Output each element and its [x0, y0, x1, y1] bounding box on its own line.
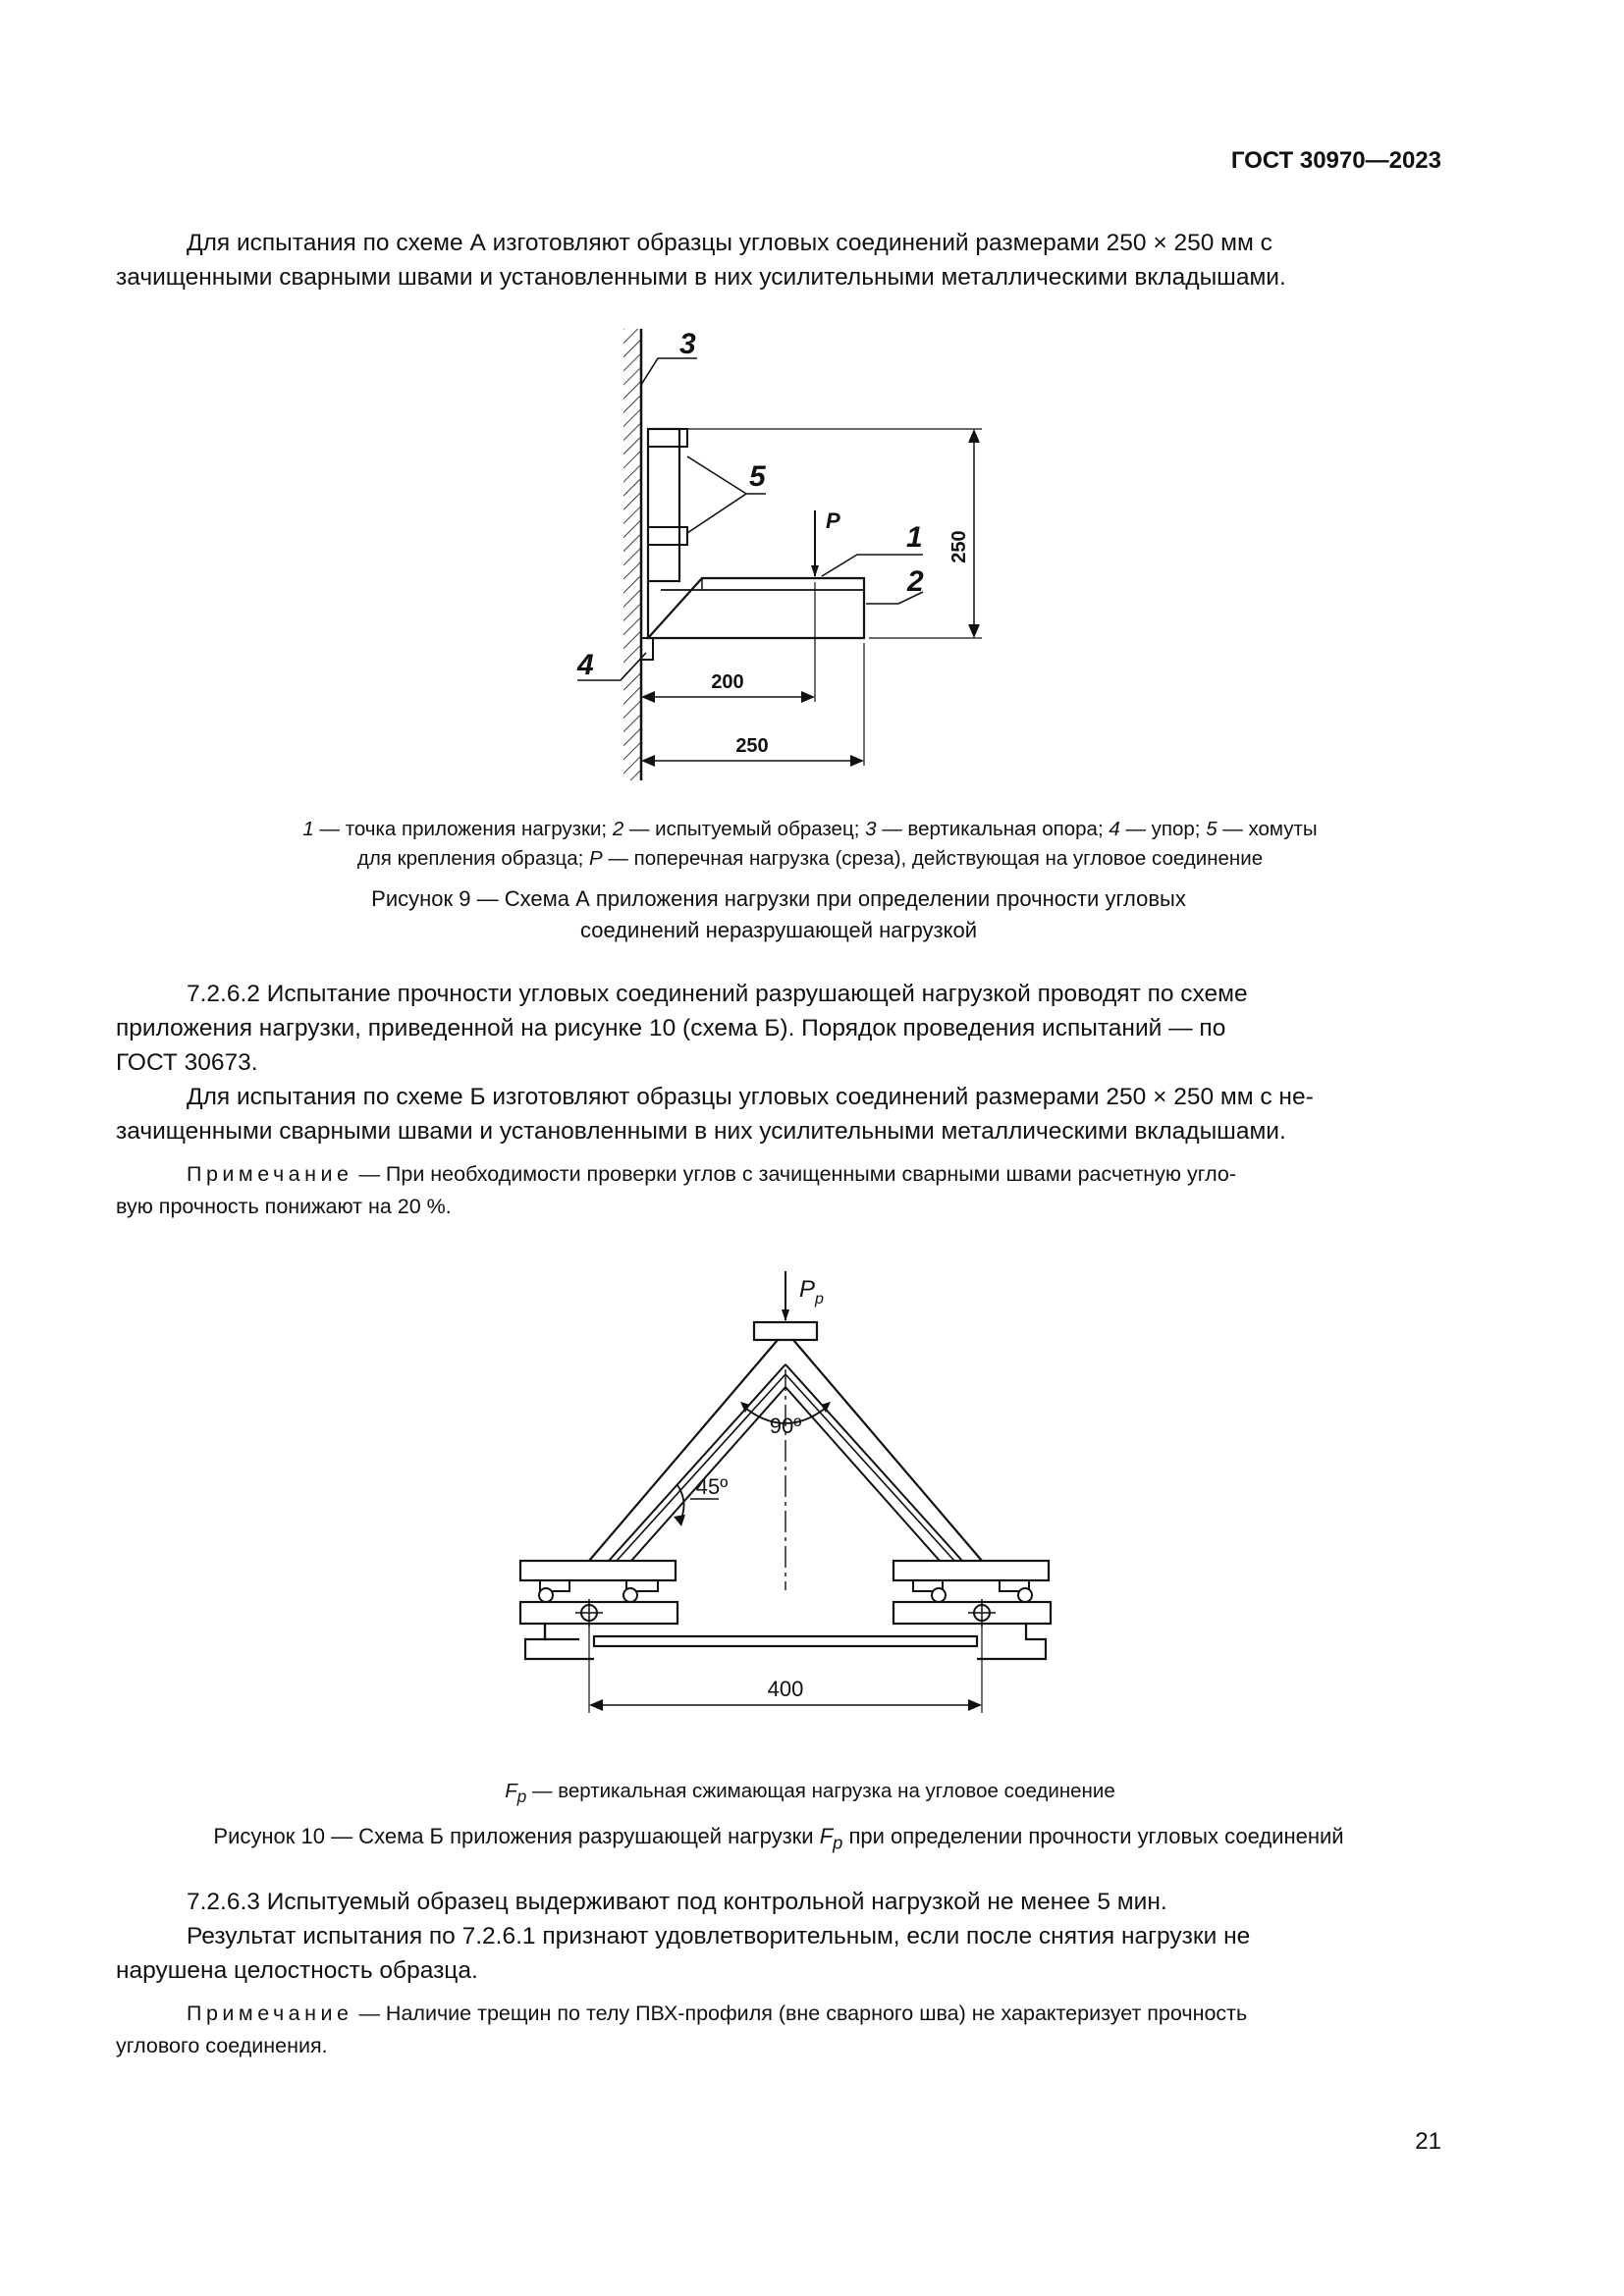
legend-text: — вертикальная сжимающая нагрузка на угловое соединение — [526, 1780, 1115, 1802]
figure-9-legend — [196, 815, 1424, 874]
figure-10-caption — [116, 1821, 1441, 1858]
callout-3: 3 — [679, 328, 696, 360]
callout-1: 1 — [906, 521, 923, 554]
text-line: Для испытания по схеме Б изготовляют образцы угловых соединений размерами 250 × 250 мм с не- — [187, 1084, 1314, 1110]
callout-4: 4 — [577, 649, 594, 681]
figure-9-caption — [116, 883, 1441, 946]
legend-num: 5 — [1206, 818, 1218, 840]
legend-text: — хомуты — [1217, 818, 1318, 840]
text-line: 7.2.6.3 Испытуемый образец выдерживают под контрольной нагрузкой не менее 5 мин. — [187, 1889, 1167, 1915]
load-label: $P_p$ — [799, 1276, 824, 1308]
right-support — [893, 1561, 1051, 1627]
test-specimen — [648, 578, 864, 638]
paragraph-7-2-6-2 — [116, 977, 1441, 1080]
legend-num: 2 — [612, 818, 624, 840]
text-line: нарушена целостность образца. — [116, 1957, 478, 1984]
base-right — [977, 1624, 1046, 1659]
note-1 — [116, 1158, 1441, 1223]
caption-line: Рисунок 9 — Схема А приложения нагрузки при определении прочности угловых — [371, 886, 1186, 911]
note-text: углового соединения. — [116, 2034, 328, 2057]
legend-text: для крепления образца; — [356, 847, 590, 870]
dimension-200: 200 — [711, 671, 744, 693]
dimension-250-vertical: 250 — [948, 530, 970, 563]
load-label: P — [826, 508, 840, 533]
angle-90: 90º — [769, 1414, 802, 1438]
caption-subscript: p — [833, 1832, 843, 1853]
left-profile-outer — [589, 1340, 778, 1561]
wall-hatching — [623, 329, 641, 780]
text-line: зачищенными сварными швами и установленными в них усилительными металлическими вкладышами. — [116, 264, 1286, 291]
paragraph-scheme-b — [116, 1080, 1441, 1148]
callout-5: 5 — [749, 460, 766, 493]
legend-text: — упор; — [1119, 818, 1207, 840]
legend-text: — испытуемый образец; — [623, 818, 866, 840]
note-label: Примечание — [187, 2002, 353, 2025]
note-text: вую прочность понижают на 20 %. — [116, 1195, 452, 1218]
text-line: зачищенными сварными швами и установленными в них усилительными металлическими вкладышами. — [116, 1118, 1286, 1145]
legend-num: 1 — [302, 818, 314, 840]
caption-line: соединений неразрушающей нагрузкой — [579, 918, 978, 942]
text-line: ГОСТ 30673. — [116, 1049, 258, 1076]
document-id: ГОСТ 30970—2023 — [1230, 147, 1441, 174]
legend-text: — поперечная нагрузка (среза), действующая на угловое соединение — [602, 847, 1264, 870]
legend-symbol: P — [589, 847, 603, 870]
paragraph-scheme-a — [116, 226, 1441, 294]
caption-text: при определении прочности угловых соединений — [842, 1824, 1344, 1848]
text-line: приложения нагрузки, приведенной на рисунке 10 (схема Б). Порядок проведения испытаний — по — [116, 1015, 1226, 1041]
vertical-profile — [648, 429, 679, 581]
legend-num: 4 — [1109, 818, 1120, 840]
callout-2: 2 — [907, 565, 924, 598]
dimension-250-horizontal: 250 — [735, 735, 769, 757]
note-label: Примечание — [187, 1162, 353, 1186]
note-text: — При необходимости проверки углов с зачищенными сварными швами расчетную угло- — [358, 1162, 1237, 1186]
base-left — [525, 1624, 594, 1659]
clamp-bottom — [648, 527, 687, 545]
right-profile-outer — [793, 1340, 982, 1561]
base-beam — [594, 1636, 977, 1646]
page-number: 21 — [1415, 2128, 1441, 2155]
note-2 — [116, 1998, 1441, 2062]
figure-9-diagram — [550, 319, 1041, 790]
legend-text: — точка приложения нагрузки; — [313, 818, 613, 840]
figure-10-diagram — [501, 1261, 1090, 1733]
paragraph-7-2-6-3 — [116, 1885, 1441, 1988]
clamp-top — [648, 429, 687, 447]
caption-text: Рисунок 10 — Схема Б приложения разрушающей нагрузки — [213, 1824, 820, 1848]
angle-45: 45º — [695, 1474, 729, 1499]
figure-10-legend — [196, 1777, 1424, 1812]
caption-symbol: F — [819, 1824, 834, 1848]
note-text: — Наличие трещин по телу ПВХ-профиля (вне сварного шва) не характеризует прочность — [358, 2002, 1248, 2025]
text-line: Для испытания по схеме А изготовляют образцы угловых соединений размерами 250 × 250 мм с — [187, 230, 1272, 256]
text-line: 7.2.6.2 Испытание прочности угловых соединений разрушающей нагрузкой проводят по схеме — [187, 981, 1248, 1007]
dimension-400: 400 — [767, 1677, 804, 1701]
legend-text: — вертикальная опора; — [876, 818, 1110, 840]
legend-subscript: p — [516, 1788, 527, 1807]
load-block — [754, 1322, 817, 1340]
legend-symbol: F — [505, 1780, 517, 1802]
text-line: Результат испытания по 7.2.6.1 признают удовлетворительным, если после снятия нагрузки не — [187, 1923, 1251, 1949]
legend-num: 3 — [865, 818, 877, 840]
